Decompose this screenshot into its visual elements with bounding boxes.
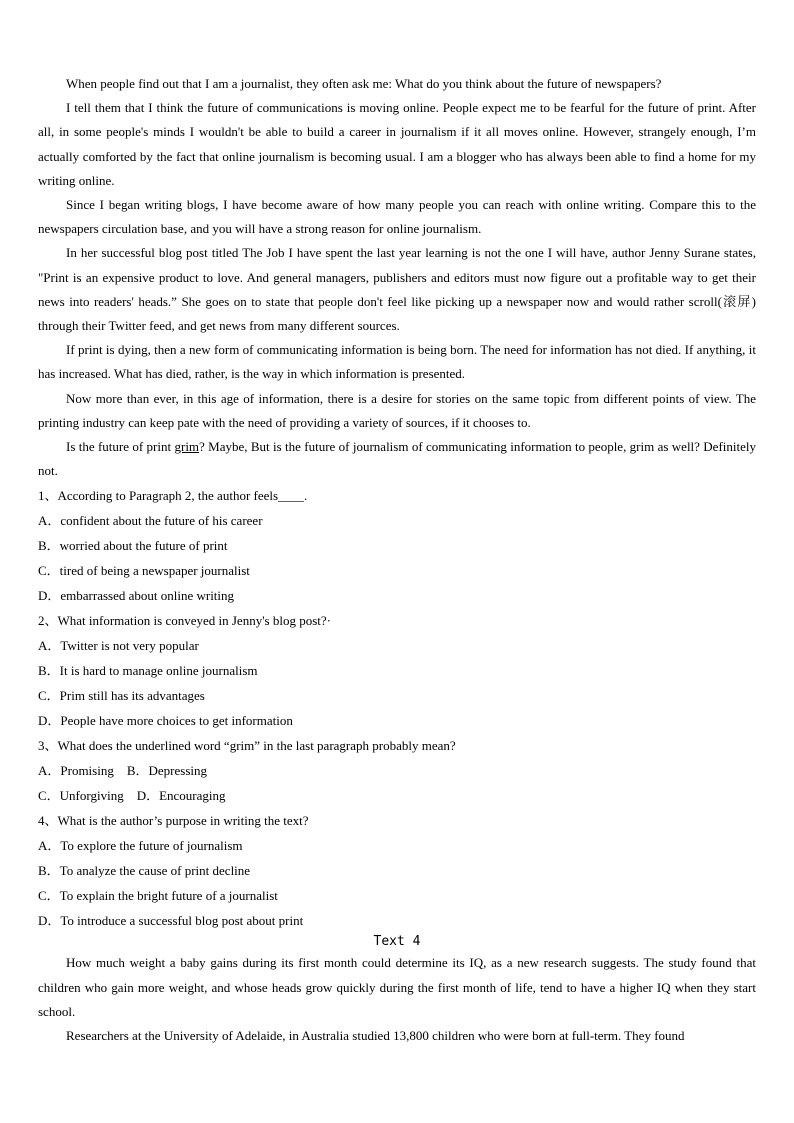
option-d: D．To introduce a successful blog post about print: [38, 913, 304, 929]
document-page: [38, 72, 756, 1048]
underlined-word-grim: grim: [174, 439, 200, 455]
question-stem: 1、According to Paragraph 2, the author feels____.: [38, 488, 308, 504]
option-a: A．Twitter is not very popular: [38, 638, 199, 654]
option-a: A．To explore the future of journalism: [38, 838, 243, 854]
passage-paragraph-4: In her successful blog post titled The Job I have spent the last year learning is not the one I will have, author Jenny Surane states, "Print is an expensive product to love. And general managers, publishers and editors must now figure out a profitable way to get their news into readers' heads.” She goes on to state that people don't feel like picking up a newspaper now and would rather scroll(滚屏) through their Twitter feed, and get news from many different sources.: [38, 245, 756, 334]
question-1: [38, 483, 756, 608]
passage-paragraph-7: [38, 435, 756, 483]
question-stem: 2、What information is conveyed in Jenny's blog post?·: [38, 613, 331, 629]
option-b: B．worried about the future of print: [38, 538, 228, 554]
option-c: C．tired of being a newspaper journalist: [38, 563, 250, 579]
section-title-text-4: Text 4: [373, 934, 421, 950]
option-a: A．confident about the future of his career: [38, 513, 263, 529]
text4-paragraph-1: How much weight a baby gains during its first month could determine its IQ, as a new research suggests. The study found that children who gain more weight, and whose heads grow quickly during the first month of life, tend to have a higher IQ when they start school.: [38, 955, 756, 1019]
option-b: B．It is hard to manage online journalism: [38, 663, 258, 679]
question-4: [38, 808, 756, 933]
option-b: B．To analyze the cause of print decline: [38, 863, 251, 879]
question-stem: 3、What does the underlined word “grim” in the last paragraph probably mean?: [38, 738, 456, 754]
option-c: C．Prim still has its advantages: [38, 688, 205, 704]
passage-paragraph-3: Since I began writing blogs, I have become aware of how many people you can reach with online writing. Compare this to the newspapers circulation base, and you will have a strong reason for online journalism.: [38, 197, 756, 237]
question-2: [38, 608, 756, 733]
question-stem: 4、What is the author’s purpose in writing the text?: [38, 813, 309, 829]
passage-paragraph-5: If print is dying, then a new form of communicating information is being born. The need for information has not died. If anything, it has increased. What has died, rather, is the way in which information is presented.: [38, 342, 756, 382]
paragraph-7-after: ? Maybe, But is the future of journalism of communicating information to people, grim as well? Definitely not.: [38, 439, 756, 479]
passage-paragraph-2: I tell them that I think the future of communications is moving online. People expect me to be fearful for the future of print. After all, in some people's minds I wouldn't be able to build a career in journalism if it all moves online. However, strangely enough, I’m actually comforted by the fact that online journalism is becoming usual. I am a blogger who has always been able to find a home for my writing online.: [38, 100, 756, 188]
option-a-b: A．Promising B．Depressing: [38, 763, 208, 779]
option-c: C．To explain the bright future of a journalist: [38, 888, 278, 904]
option-d: D．embarrassed about online writing: [38, 588, 235, 604]
option-d: D．People have more choices to get information: [38, 713, 293, 729]
text4-paragraph-2: Researchers at the University of Adelaide, in Australia studied 13,800 children who were born at full-term. They found: [66, 1028, 685, 1044]
paragraph-7-before: Is the future of print: [66, 439, 175, 455]
option-c-d: C．Unforgiving D．Encouraging: [38, 788, 226, 804]
passage-paragraph-1: When people find out that I am a journalist, they often ask me: What do you think about the future of newspapers?: [66, 76, 662, 91]
passage-paragraph-6: Now more than ever, in this age of information, there is a desire for stories on the same topic from different points of view. The printing industry can keep pate with the need of providing a variety of sources, if it chooses to.: [38, 390, 756, 430]
question-3: [38, 733, 756, 808]
